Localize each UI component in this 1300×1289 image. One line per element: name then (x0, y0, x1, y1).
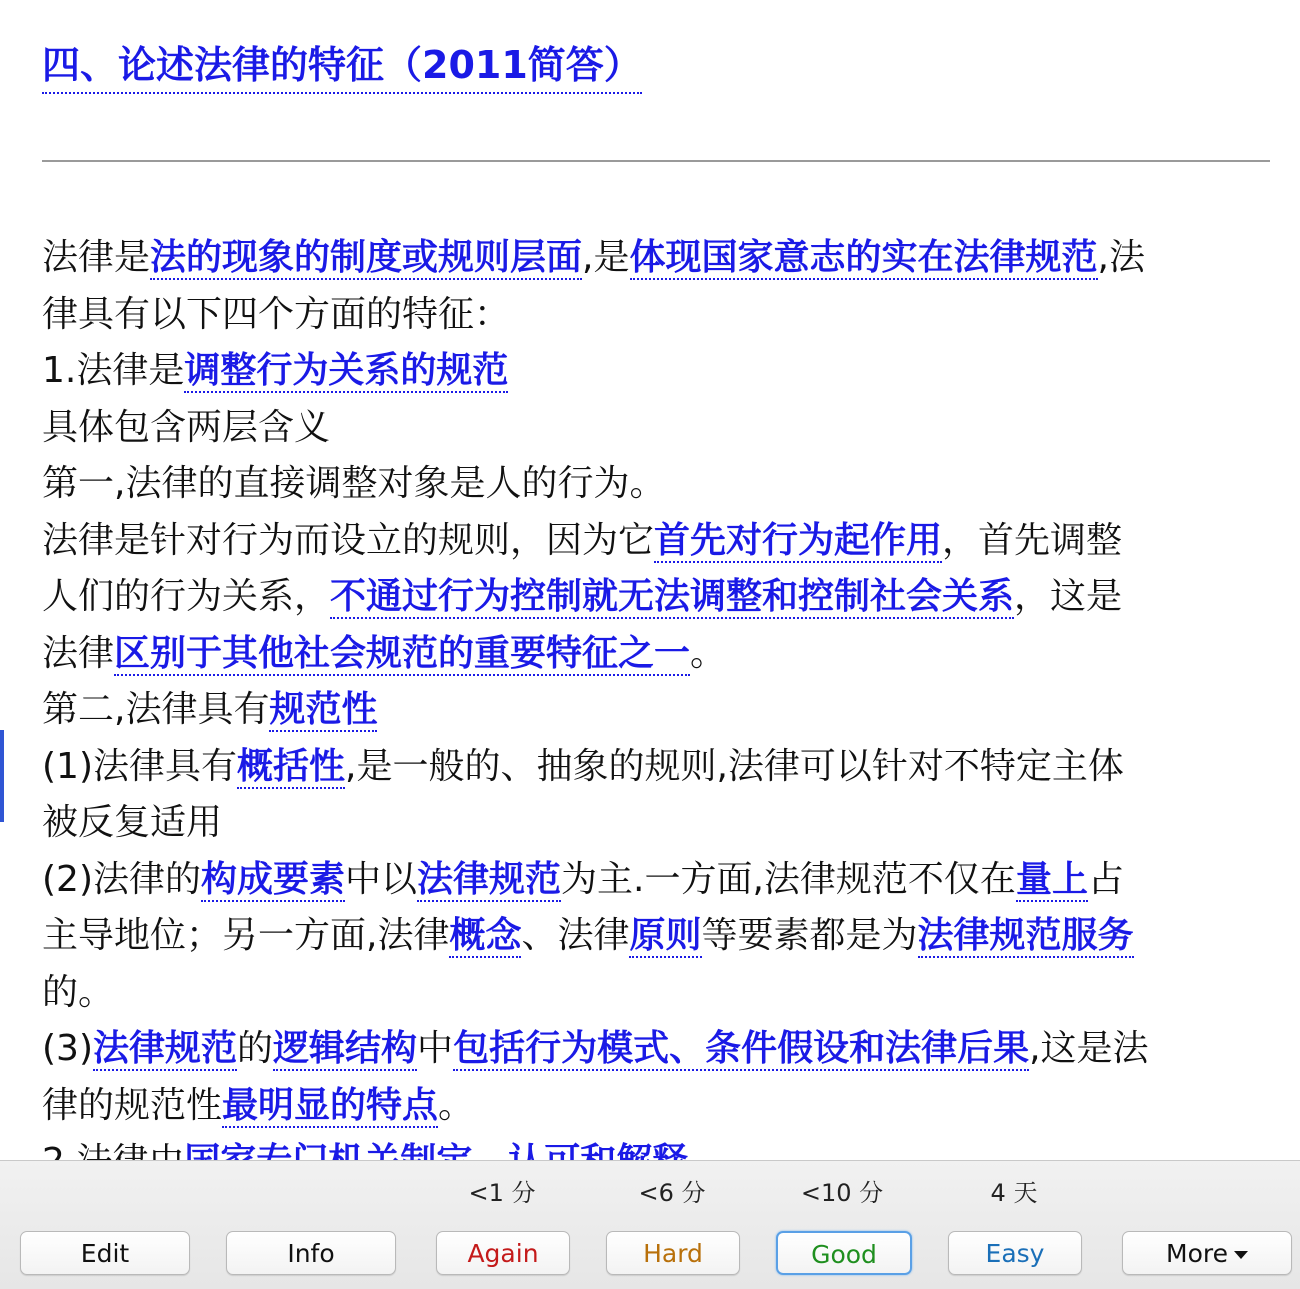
text-line (42, 682, 1268, 739)
body-text: (2)法律的 (42, 858, 201, 900)
easy-button[interactable]: Easy (948, 1231, 1082, 1275)
again-button[interactable]: Again (436, 1231, 570, 1275)
body-text: ,法 (1097, 237, 1145, 278)
more-label: More (1166, 1239, 1228, 1268)
interval-again: <1 分 (468, 1179, 536, 1207)
highlight-text: 法律规范服务 (917, 915, 1134, 956)
text-line (42, 1021, 1268, 1078)
text-line (42, 852, 1268, 909)
body-text: 人们的行为关系， (42, 576, 331, 617)
text-line (42, 287, 1268, 344)
body-text: ,是一般的、抽象的规则,法律可以针对不特定主体 (345, 745, 1124, 787)
hard-button[interactable]: Hard (606, 1231, 740, 1275)
body-text: 的。 (42, 971, 115, 1013)
body-text: 等要素都是为 (701, 915, 918, 956)
text-line (42, 400, 1268, 457)
text-line (42, 1078, 1268, 1135)
text-line (42, 230, 1268, 287)
text-line (42, 626, 1268, 683)
text-line (42, 739, 1268, 796)
body-text: 的 (237, 1028, 274, 1069)
highlight-text: 概括性 (237, 745, 346, 787)
interval-easy: 4 天 (990, 1179, 1038, 1207)
body-text: ，这是 (1014, 576, 1123, 617)
highlight-text: 规范性 (269, 689, 378, 730)
body-text: 法律 (42, 632, 115, 674)
highlight-text: 体现国家意志的实在法律规范 (629, 237, 1098, 278)
interval-hard: <6 分 (638, 1179, 706, 1207)
interval-good: <10 分 (800, 1179, 884, 1207)
body-text: 占 (1087, 858, 1124, 900)
body-text: ，首先调整 (942, 519, 1123, 561)
divider (42, 160, 1270, 162)
highlight-text: 最明显的特点 (222, 1084, 439, 1126)
body-text: ,这是法 (1029, 1028, 1149, 1069)
text-line (42, 908, 1268, 965)
text-line (42, 965, 1268, 1022)
good-button[interactable]: Good (776, 1231, 912, 1275)
text-line (42, 569, 1268, 626)
body-text: 法律是 (42, 237, 151, 278)
body-text: 中 (417, 1028, 454, 1069)
body-text: (1)法律具有 (42, 745, 237, 787)
body-text: 是 (593, 237, 630, 278)
highlight-text: 包括行为模式、条件假设和法律后果 (453, 1028, 1030, 1069)
edit-button[interactable]: Edit (20, 1231, 190, 1275)
answer-bar (0, 1160, 1300, 1289)
card-title: 四、论述法律的特征（2011简答） (42, 40, 642, 94)
body-text: 。 (690, 632, 727, 674)
highlight-text: 不通过行为控制就无法调整和控制社会关系 (330, 576, 1015, 617)
body-text: 法律是针对行为而设立的规则，因为它 (42, 519, 655, 561)
body-text: 、法律 (521, 915, 630, 956)
highlight-text: 首先对行为起作用 (654, 519, 943, 561)
text-line (42, 343, 1268, 400)
edge-marker (0, 730, 4, 822)
highlight-text: 区别于其他社会规范的重要特征之一 (114, 632, 691, 674)
highlight-text: 法律规范 (417, 858, 562, 900)
more-button[interactable] (1122, 1231, 1292, 1275)
card-body (42, 230, 1268, 1191)
body-text: (3) (42, 1028, 93, 1069)
body-text: 第一,法律的直接调整对象是人的行为。 (42, 463, 666, 504)
body-text: 被反复适用 (42, 802, 223, 843)
body-text: 第二,法律具有 (42, 689, 270, 730)
highlight-text: 原则 (629, 915, 702, 956)
body-text: 律具有以下四个方面的特征： (42, 293, 511, 335)
body-text: 1.法律是 (42, 350, 185, 391)
info-button[interactable]: Info (226, 1231, 396, 1275)
highlight-text: 概念 (449, 915, 522, 956)
body-text: 具体包含两层含义 (42, 406, 331, 448)
highlight-text: 法的现象的制度或规则层面 (150, 237, 583, 278)
highlight-text: 量上 (1015, 858, 1088, 900)
highlight-text: 调整行为关系的规范 (184, 350, 509, 391)
body-text: 中以 (345, 858, 418, 900)
body-text: 律的规范性 (42, 1084, 223, 1126)
body-text: , (582, 237, 594, 278)
highlight-text: 构成要素 (201, 858, 346, 900)
body-text: 。 (438, 1084, 475, 1126)
body-text: 为主.一方面,法律规范不仅在 (561, 858, 1016, 900)
highlight-text: 法律规范 (93, 1028, 238, 1069)
chevron-down-icon (1234, 1251, 1248, 1259)
text-line (42, 795, 1268, 852)
text-line (42, 513, 1268, 570)
highlight-text: 逻辑结构 (273, 1028, 418, 1069)
text-line (42, 456, 1268, 513)
body-text: 主导地位；另一方面,法律 (42, 915, 450, 956)
